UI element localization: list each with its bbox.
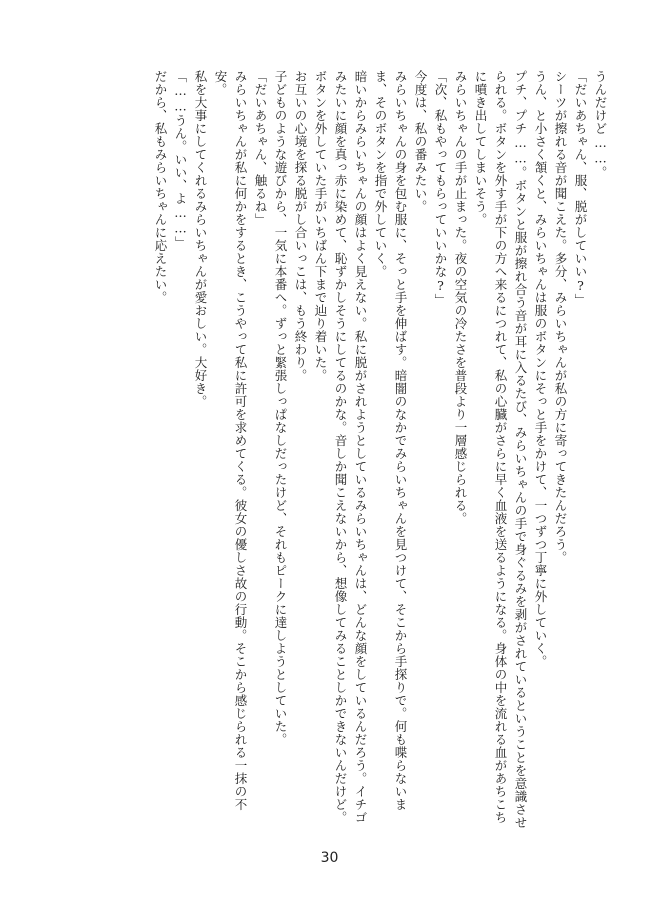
text-line: 子どものような遊びから、一気に本番へ。ずっと緊張しっぱなしだったけど、それもピークに達しようとしていた。: [273, 70, 288, 746]
text-line: みらいちゃんが私に何かをするとき、こうやって私に許可を求めてくる。彼女の優しさ故の行動。そこから感じられる一抹の不安。: [213, 70, 248, 811]
text-line: 「次、私もやってもらっていいかな?」: [433, 70, 448, 307]
text-line: 今度は、私の番みたい。: [413, 70, 428, 213]
text-line: プチ、プチ……。ボタンと服が擦れ合う音が耳に入るたび、みらいちゃんの手で身ぐるみを剥がされているということを意識させられる。ボタンを外す手が下の方へ来るにつれて、私の心臓がさらに早く血液を送るようになる。身体の中を流れる血があちこちに噴き出してしまいそう。: [473, 70, 528, 829]
novel-body-text: [70, 70, 610, 830]
text-line: だから、私もみらいちゃんに応えたい。: [153, 70, 168, 304]
text-line: うんだけど……。: [593, 70, 608, 179]
text-line: お互いの心境を探る脱がし合いっこは、もう終わり。: [293, 70, 308, 382]
text-line: シーツが擦れる音が聞こえた。多分、みらいちゃんが私の方に寄ってきたんだろう。: [553, 70, 568, 564]
text-line: 暗いからみらいちゃんの顔はよく見えない。私に脱がされようとしているみらいちゃんは、どんな顔をしているんだろう。イチゴみたいに顔を真っ赤に染めて、恥ずかしそうにしてるのかな。音しか聞こえないから、想像してみることしかできないんだけど。: [333, 70, 368, 824]
text-line: 私を大事にしてくれるみらいちゃんが愛おしい。大好き。: [193, 70, 208, 408]
text-line: 「だいあちゃん、服、脱がしていい?」: [573, 70, 588, 307]
page-number: 30: [320, 850, 339, 866]
text-line: みらいちゃんの手が止まった。夜の空気の冷たさを普段より一層感じられる。: [453, 70, 468, 525]
text-line: うん、と小さく頷くと、みらいちゃんは服のボタンにそっと手をかけて、一つずつ丁寧に外していく。: [533, 70, 548, 668]
text-line: ボタンを外していた手がいちばん下まで辿り着いた。: [313, 70, 328, 382]
text-line: 「だいあちゃん、触るね」: [253, 70, 268, 226]
text-line: みらいちゃんの身を包む服に、そっと手を伸ばす。暗闇のなかでみらいちゃんを見つけて、そこから手探りで。何も喋らないまま、そのボタンを指で外していく。: [373, 70, 408, 811]
text-line: 「……うん。いい、よ……」: [173, 70, 188, 249]
